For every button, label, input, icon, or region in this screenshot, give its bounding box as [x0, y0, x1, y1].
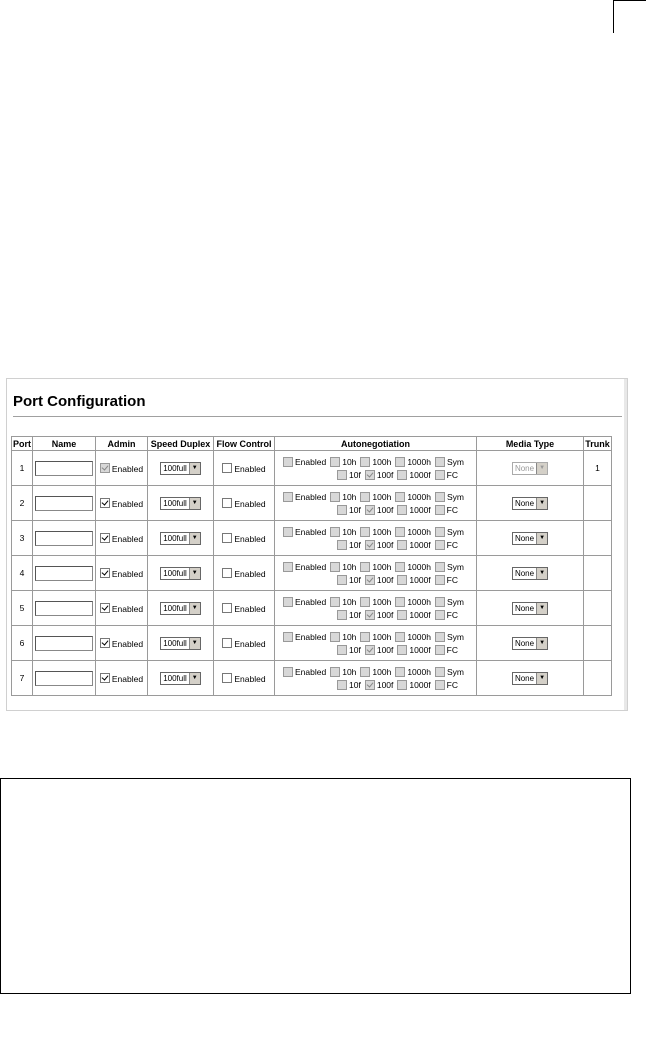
trunk-value	[584, 521, 612, 556]
label-100f: 100f	[376, 574, 394, 585]
autoneg-enabled-checkbox[interactable]	[283, 492, 293, 502]
select-value: 100full	[163, 498, 187, 508]
label-10f: 10f	[349, 574, 361, 585]
cap-10h-checkbox[interactable]	[330, 492, 340, 502]
trunk-value	[584, 626, 612, 661]
port-number: 7	[12, 661, 33, 696]
flow-control-checkbox[interactable]	[222, 673, 232, 683]
label-10h: 10h	[342, 492, 357, 502]
label-enabled: Enabled	[295, 562, 327, 572]
chevron-down-icon[interactable]: ▼	[536, 673, 547, 684]
cap-100h-checkbox[interactable]	[360, 597, 370, 607]
cap-10f-checkbox[interactable]	[337, 575, 347, 585]
label-10f: 10f	[349, 679, 361, 690]
cap-1000h-checkbox[interactable]	[395, 492, 405, 502]
cap-1000f-checkbox[interactable]	[397, 505, 407, 515]
chevron-down-icon[interactable]: ▼	[536, 568, 547, 579]
cap-100h-checkbox[interactable]	[360, 527, 370, 537]
port-name-input[interactable]	[35, 636, 93, 651]
label-10f: 10f	[349, 504, 361, 515]
label-10h: 10h	[342, 562, 357, 572]
label-fc: FC	[446, 609, 459, 620]
port-name-input[interactable]	[35, 531, 93, 546]
label-10h: 10h	[342, 667, 357, 677]
cap-fc-checkbox[interactable]	[435, 470, 445, 480]
label-enabled: Enabled	[111, 533, 144, 544]
port-number: 1	[12, 451, 33, 486]
table-row	[12, 626, 612, 661]
cap-10f-checkbox[interactable]	[337, 505, 347, 515]
cap-sym-checkbox[interactable]	[435, 527, 445, 537]
label-fc: FC	[446, 644, 459, 655]
table-row	[12, 556, 612, 591]
cap-10h-checkbox[interactable]	[330, 597, 340, 607]
label-1000h: 1000h	[407, 597, 431, 607]
cap-1000h-checkbox[interactable]	[395, 527, 405, 537]
column-header-trunk: Trunk	[585, 438, 610, 449]
autoneg-enabled-checkbox[interactable]	[283, 667, 293, 677]
flow-control-checkbox[interactable]	[222, 498, 232, 508]
chevron-down-icon[interactable]: ▼	[536, 638, 547, 649]
label-enabled: Enabled	[295, 632, 327, 642]
label-100h: 100h	[372, 562, 392, 572]
port-number: 6	[12, 626, 33, 661]
trunk-value	[584, 591, 612, 626]
chevron-down-icon[interactable]: ▼	[189, 603, 200, 614]
port-number: 3	[12, 521, 33, 556]
column-header-speed-duplex: Speed Duplex	[148, 437, 214, 451]
label-10h: 10h	[342, 632, 357, 642]
autonegotiation-options	[283, 490, 468, 516]
flow-control-checkbox[interactable]	[222, 603, 232, 613]
select-value: None	[514, 463, 535, 473]
cap-fc-checkbox[interactable]	[435, 575, 445, 585]
port-name-input[interactable]	[35, 461, 93, 476]
port-number: 5	[12, 591, 33, 626]
label-enabled: Enabled	[234, 498, 266, 509]
table-row	[12, 486, 612, 521]
table-row	[12, 521, 612, 556]
label-fc: FC	[446, 504, 459, 515]
cap-sym-checkbox[interactable]	[435, 667, 445, 677]
label-1000h: 1000h	[407, 632, 431, 642]
label-enabled: Enabled	[295, 597, 327, 607]
select-value: None	[514, 673, 535, 683]
media-type-select[interactable]	[512, 497, 548, 510]
cap-1000f-checkbox[interactable]	[397, 645, 407, 655]
cap-100h-checkbox[interactable]	[360, 562, 370, 572]
cap-sym-checkbox[interactable]	[435, 597, 445, 607]
media-type-select[interactable]	[512, 462, 548, 475]
chevron-down-icon[interactable]: ▼	[189, 498, 200, 509]
label-1000f: 1000f	[409, 574, 431, 585]
autonegotiation-options	[283, 560, 468, 586]
chevron-down-icon[interactable]: ▼	[189, 533, 200, 544]
port-configuration-panel	[6, 378, 628, 711]
table-row	[12, 661, 612, 696]
label-enabled: Enabled	[234, 673, 266, 684]
port-name-input[interactable]	[35, 566, 93, 581]
select-value: None	[514, 568, 535, 578]
speed-duplex-select[interactable]	[160, 567, 201, 580]
cap-10h-checkbox[interactable]	[330, 562, 340, 572]
cap-10f-checkbox[interactable]	[337, 610, 347, 620]
label-100h: 100h	[372, 527, 392, 537]
label-enabled: Enabled	[111, 673, 144, 684]
column-header-name: Name	[33, 437, 96, 451]
cap-1000h-checkbox[interactable]	[395, 597, 405, 607]
label-100f: 100f	[376, 609, 394, 620]
label-10h: 10h	[342, 597, 357, 607]
admin-enabled-checkbox[interactable]	[100, 533, 110, 543]
cap-fc-checkbox[interactable]	[435, 505, 445, 515]
trunk-value: 1	[584, 451, 612, 486]
cap-fc-checkbox[interactable]	[435, 645, 445, 655]
trunk-value	[584, 486, 612, 521]
column-header-port: Port	[13, 438, 31, 449]
cap-100h-checkbox[interactable]	[360, 457, 370, 467]
label-10f: 10f	[349, 469, 361, 480]
label-enabled: Enabled	[234, 603, 266, 614]
cap-100f-checkbox[interactable]	[365, 540, 375, 550]
admin-enabled-checkbox[interactable]	[100, 603, 110, 613]
media-type-select[interactable]	[512, 567, 548, 580]
autonegotiation-options	[283, 665, 468, 691]
select-value: 100full	[163, 673, 187, 683]
admin-enabled-checkbox[interactable]	[100, 673, 110, 683]
label-enabled: Enabled	[295, 492, 327, 502]
select-value: None	[514, 533, 535, 543]
cap-100f-checkbox[interactable]	[365, 505, 375, 515]
table-row	[12, 451, 612, 486]
autoneg-enabled-checkbox[interactable]	[283, 562, 293, 572]
cap-1000f-checkbox[interactable]	[397, 470, 407, 480]
cap-10f-checkbox[interactable]	[337, 680, 347, 690]
chevron-down-icon[interactable]: ▼	[536, 533, 547, 544]
speed-duplex-select[interactable]	[160, 462, 201, 475]
label-10f: 10f	[349, 539, 361, 550]
label-100f: 100f	[376, 469, 394, 480]
label-sym: Sym	[446, 527, 464, 537]
cap-10f-checkbox[interactable]	[337, 470, 347, 480]
label-1000f: 1000f	[409, 469, 431, 480]
port-name-input[interactable]	[35, 496, 93, 511]
cap-10h-checkbox[interactable]	[330, 632, 340, 642]
label-10h: 10h	[342, 457, 357, 467]
label-sym: Sym	[446, 457, 464, 467]
cap-100h-checkbox[interactable]	[360, 632, 370, 642]
cap-100f-checkbox[interactable]	[365, 680, 375, 690]
port-number: 2	[12, 486, 33, 521]
cap-100h-checkbox[interactable]	[360, 492, 370, 502]
select-value: 100full	[163, 568, 187, 578]
chevron-down-icon[interactable]: ▼	[536, 603, 547, 614]
trunk-value	[584, 661, 612, 696]
label-1000h: 1000h	[407, 527, 431, 537]
select-value: None	[514, 603, 535, 613]
column-header-admin: Admin	[96, 437, 148, 451]
table-row	[12, 591, 612, 626]
cap-sym-checkbox[interactable]	[435, 562, 445, 572]
cap-1000h-checkbox[interactable]	[395, 457, 405, 467]
label-enabled: Enabled	[295, 667, 327, 677]
port-table	[11, 436, 612, 696]
cap-1000f-checkbox[interactable]	[397, 540, 407, 550]
cap-1000f-checkbox[interactable]	[397, 575, 407, 585]
label-10f: 10f	[349, 644, 361, 655]
admin-enabled-checkbox[interactable]	[100, 463, 110, 473]
cap-10h-checkbox[interactable]	[330, 527, 340, 537]
label-enabled: Enabled	[295, 527, 327, 537]
label-100h: 100h	[372, 597, 392, 607]
label-sym: Sym	[446, 562, 464, 572]
label-1000h: 1000h	[407, 667, 431, 677]
cap-fc-checkbox[interactable]	[435, 540, 445, 550]
cap-1000h-checkbox[interactable]	[395, 667, 405, 677]
cap-100f-checkbox[interactable]	[365, 645, 375, 655]
port-name-input[interactable]	[35, 671, 93, 686]
label-100f: 100f	[376, 539, 394, 550]
column-header-autonegotiation: Autonegotiation	[275, 437, 477, 451]
cap-1000h-checkbox[interactable]	[395, 632, 405, 642]
speed-duplex-select[interactable]	[160, 497, 201, 510]
media-type-select[interactable]	[512, 637, 548, 650]
label-1000f: 1000f	[409, 644, 431, 655]
autonegotiation-options	[283, 525, 468, 551]
chevron-down-icon[interactable]: ▼	[189, 568, 200, 579]
media-type-select[interactable]	[512, 532, 548, 545]
chevron-down-icon[interactable]: ▼	[189, 673, 200, 684]
autonegotiation-options	[283, 630, 468, 656]
cap-10f-checkbox[interactable]	[337, 645, 347, 655]
cap-100f-checkbox[interactable]	[365, 610, 375, 620]
label-enabled: Enabled	[111, 603, 144, 614]
autonegotiation-options	[283, 595, 468, 621]
cap-sym-checkbox[interactable]	[435, 632, 445, 642]
label-10f: 10f	[349, 609, 361, 620]
label-enabled: Enabled	[234, 638, 266, 649]
scrollbar[interactable]	[624, 379, 627, 710]
select-value: None	[514, 638, 535, 648]
title-divider	[13, 416, 622, 417]
speed-duplex-select[interactable]	[160, 532, 201, 545]
label-10h: 10h	[342, 527, 357, 537]
media-type-select[interactable]	[512, 602, 548, 615]
cap-sym-checkbox[interactable]	[435, 492, 445, 502]
cap-sym-checkbox[interactable]	[435, 457, 445, 467]
column-header-media-type: Media Type	[477, 437, 584, 451]
label-enabled: Enabled	[111, 638, 144, 649]
label-sym: Sym	[446, 492, 464, 502]
cap-1000f-checkbox[interactable]	[397, 610, 407, 620]
flow-control-checkbox[interactable]	[222, 463, 232, 473]
chevron-down-icon[interactable]: ▼	[536, 463, 547, 474]
label-1000f: 1000f	[409, 504, 431, 515]
label-enabled: Enabled	[234, 568, 266, 579]
label-enabled: Enabled	[111, 568, 144, 579]
autonegotiation-options	[283, 455, 468, 481]
cap-1000f-checkbox[interactable]	[397, 680, 407, 690]
cap-10h-checkbox[interactable]	[330, 667, 340, 677]
cap-100h-checkbox[interactable]	[360, 667, 370, 677]
label-fc: FC	[446, 469, 459, 480]
label-1000f: 1000f	[409, 539, 431, 550]
column-header-flow-control: Flow Control	[214, 437, 275, 451]
select-value: 100full	[163, 603, 187, 613]
table-header-row	[12, 437, 612, 451]
label-fc: FC	[446, 539, 459, 550]
label-1000h: 1000h	[407, 562, 431, 572]
label-100f: 100f	[376, 679, 394, 690]
select-value: 100full	[163, 638, 187, 648]
chevron-down-icon[interactable]: ▼	[536, 498, 547, 509]
label-sym: Sym	[446, 597, 464, 607]
label-1000f: 1000f	[409, 679, 431, 690]
label-100h: 100h	[372, 492, 392, 502]
label-fc: FC	[446, 574, 459, 585]
admin-enabled-checkbox[interactable]	[100, 638, 110, 648]
cap-fc-checkbox[interactable]	[435, 680, 445, 690]
page-title: Port Configuration	[13, 393, 146, 410]
cap-1000h-checkbox[interactable]	[395, 562, 405, 572]
cap-10f-checkbox[interactable]	[337, 540, 347, 550]
label-1000h: 1000h	[407, 457, 431, 467]
cap-100f-checkbox[interactable]	[365, 575, 375, 585]
page-corner-mark	[613, 0, 646, 33]
admin-enabled-checkbox[interactable]	[100, 498, 110, 508]
flow-control-checkbox[interactable]	[222, 568, 232, 578]
cap-10h-checkbox[interactable]	[330, 457, 340, 467]
label-1000h: 1000h	[407, 492, 431, 502]
autoneg-enabled-checkbox[interactable]	[283, 457, 293, 467]
admin-enabled-checkbox[interactable]	[100, 568, 110, 578]
label-100h: 100h	[372, 632, 392, 642]
label-enabled: Enabled	[111, 498, 144, 509]
flow-control-checkbox[interactable]	[222, 533, 232, 543]
label-1000f: 1000f	[409, 609, 431, 620]
speed-duplex-select[interactable]	[160, 602, 201, 615]
empty-frame	[0, 778, 631, 994]
trunk-value	[584, 556, 612, 591]
autoneg-enabled-checkbox[interactable]	[283, 527, 293, 537]
port-name-input[interactable]	[35, 601, 93, 616]
label-enabled: Enabled	[234, 533, 266, 544]
label-fc: FC	[446, 679, 459, 690]
select-value: 100full	[163, 533, 187, 543]
autoneg-enabled-checkbox[interactable]	[283, 597, 293, 607]
cap-100f-checkbox[interactable]	[365, 470, 375, 480]
flow-control-checkbox[interactable]	[222, 638, 232, 648]
chevron-down-icon[interactable]: ▼	[189, 638, 200, 649]
label-enabled: Enabled	[111, 463, 144, 474]
label-100f: 100f	[376, 644, 394, 655]
label-100f: 100f	[376, 504, 394, 515]
select-value: None	[514, 498, 535, 508]
cap-fc-checkbox[interactable]	[435, 610, 445, 620]
label-enabled: Enabled	[234, 463, 266, 474]
label-enabled: Enabled	[295, 457, 327, 467]
select-value: 100full	[163, 463, 187, 473]
media-type-select[interactable]	[512, 672, 548, 685]
speed-duplex-select[interactable]	[160, 672, 201, 685]
chevron-down-icon[interactable]: ▼	[189, 463, 200, 474]
label-100h: 100h	[372, 457, 392, 467]
label-sym: Sym	[446, 667, 464, 677]
autoneg-enabled-checkbox[interactable]	[283, 632, 293, 642]
speed-duplex-select[interactable]	[160, 637, 201, 650]
label-100h: 100h	[372, 667, 392, 677]
label-sym: Sym	[446, 632, 464, 642]
port-number: 4	[12, 556, 33, 591]
